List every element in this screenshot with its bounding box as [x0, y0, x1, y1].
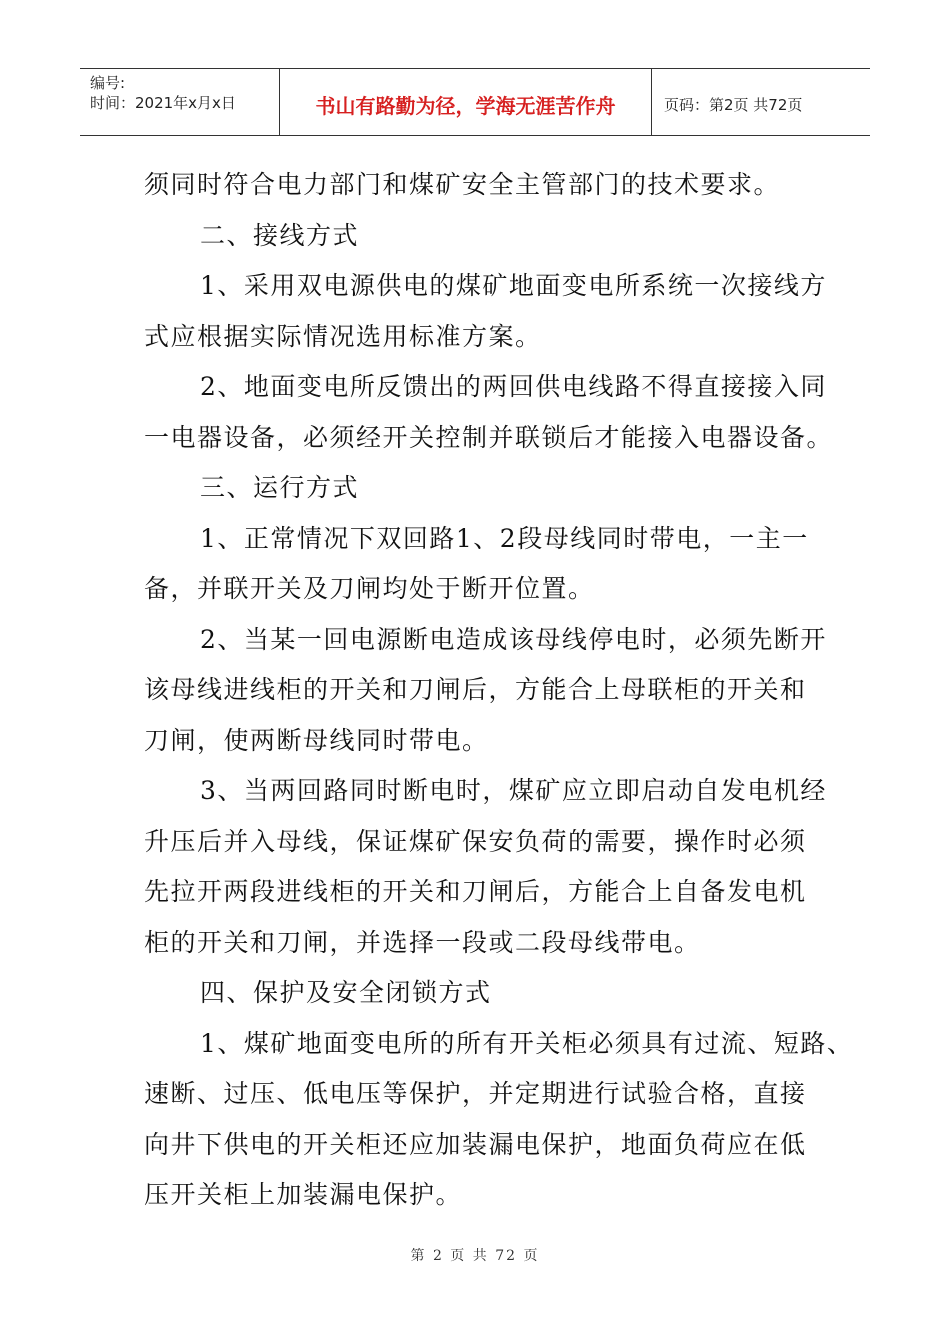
body-line: 压开关柜上加装漏电保护。: [144, 1180, 463, 1209]
body-line: 2、地面变电所反馈出的两回供电线路不得直接接入同: [200, 372, 827, 401]
section-heading: 三、运行方式: [200, 473, 360, 502]
section-heading: 二、接线方式: [200, 220, 360, 250]
body-line: 柜的开关和刀闸，并选择一段或二段母线带电。: [144, 927, 701, 957]
body-line: 式应根据实际情况选用标准方案。: [144, 321, 542, 351]
header-meta-cell: [80, 69, 280, 135]
body-line: 1、正常情况下双回路1、2段母线同时带电，一主一: [200, 523, 809, 553]
header-motto: 书山有路勤为径，学海无涯苦作舟: [280, 69, 652, 135]
body-line: 升压后并入母线，保证煤矿保安负荷的需要，操作时必须: [144, 826, 807, 856]
page-footer: 第 2 页 共 72 页: [410, 1248, 540, 1264]
body-line: 先拉开两段进线柜的开关和刀闸后，方能合上自备发电机: [144, 877, 807, 906]
body-line: 向井下供电的开关柜还应加装漏电保护，地面负荷应在低: [144, 1129, 807, 1159]
body-line: 一电器设备，必须经开关控制并联锁后才能接入电器设备。: [144, 422, 834, 452]
body-line: 1、采用双电源供电的煤矿地面变电所系统一次接线方: [200, 271, 827, 300]
body-line: 备，并联开关及刀闸均处于断开位置。: [144, 574, 595, 603]
body-line: 1、煤矿地面变电所的所有开关柜必须具有过流、短路、: [200, 1028, 854, 1058]
document-body: [144, 160, 854, 1221]
document-time-label: 时间：2021年x月x日: [90, 94, 236, 112]
page-header: [80, 68, 870, 136]
body-line: 刀闸，使两断母线同时带电。: [144, 725, 489, 755]
section-heading: 四、保护及安全闭锁方式: [200, 978, 492, 1007]
body-line: 速断、过压、低电压等保护，并定期进行试验合格，直接: [144, 1079, 807, 1108]
header-page-info: 页码：第2页 共72页: [664, 95, 803, 114]
body-line: 须同时符合电力部门和煤矿安全主管部门的技术要求。: [144, 170, 781, 199]
document-number-label: 编号:: [90, 74, 126, 92]
body-line: 3、当两回路同时断电时，煤矿应立即启动自发电机经: [200, 776, 827, 805]
body-line: 该母线进线柜的开关和刀闸后，方能合上母联柜的开关和: [144, 675, 807, 704]
body-line: 2、当某一回电源断电造成该母线停电时，必须先断开: [200, 624, 827, 654]
